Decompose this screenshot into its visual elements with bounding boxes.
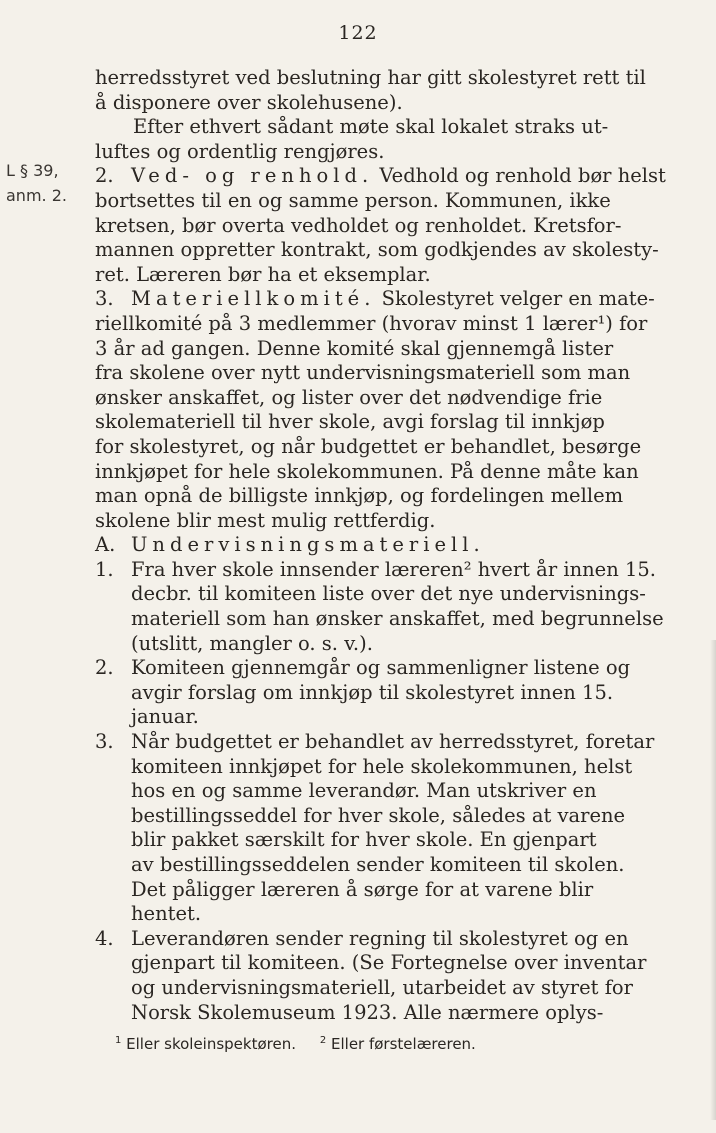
text-line: [95, 632, 705, 657]
text-line: [95, 730, 705, 755]
text-line: [95, 140, 705, 165]
line-text: avgir forslag om innkjøp til skolestyret innen 15.: [131, 680, 614, 704]
line-text: gjenpart til komiteen. (Se Fortegnelse over inventar: [131, 951, 647, 975]
line-text: for skolestyret, og når budgettet er behandlet, besørge: [95, 434, 642, 458]
page-edge-shadow: [710, 640, 716, 1120]
footnotes: [115, 1035, 705, 1053]
paragraph-number: 3.: [95, 730, 114, 754]
text-line: [95, 312, 705, 337]
text-line: [95, 558, 705, 583]
text-line: [95, 361, 705, 386]
line-text: bestillingsseddel for hver skole, således at varene: [131, 803, 626, 827]
text-line: [95, 533, 705, 558]
text-line: [95, 681, 705, 706]
footnote-mark: 1: [115, 1035, 122, 1046]
line-text: mannen oppretter kontrakt, som godkjendes av skolesty-: [95, 238, 659, 262]
text-line: [95, 164, 705, 189]
section-heading: Materiellkomité.: [131, 287, 376, 311]
line-text: 3 år ad gangen. Denne komité skal gjennemgå lister: [95, 336, 614, 360]
line-text: materiell som han ønsker anskaffet, med begrunnelse: [131, 607, 664, 631]
line-text: man opnå de billigste innkjøp, og fordelingen mellem: [95, 484, 624, 508]
margin-note-line: L § 39,: [6, 161, 59, 180]
text-line: [95, 214, 705, 239]
paragraph-number: 1.: [95, 557, 114, 581]
paragraph-number: 2.: [95, 164, 114, 188]
text-line: [95, 337, 705, 362]
text-line: [95, 607, 705, 632]
line-text: å disponere over skolehusene).: [95, 90, 403, 114]
section-heading: Undervisningsmateriell.: [131, 533, 485, 557]
text-line: [95, 804, 705, 829]
line-text: blir pakket særskilt for hver skole. En gjenpart: [131, 828, 597, 852]
section-heading: Ved- og renhold.: [131, 164, 374, 188]
line-text: Efter ethvert sådant møte skal lokalet straks ut-: [133, 115, 609, 139]
line-text: hentet.: [131, 902, 202, 926]
text-line: [95, 66, 705, 91]
line-text: kretsen, bør overta vedholdet og renholdet. Kretsfor-: [95, 213, 622, 237]
line-text: og undervisningsmateriell, utarbeidet av styret for: [131, 975, 633, 999]
line-text: Leverandøren sender regning til skolestyret og en: [131, 926, 629, 950]
paragraph-number: 3.: [95, 287, 114, 311]
line-text: Vedhold og renhold bør helst: [373, 164, 666, 188]
line-text: riellkomité på 3 medlemmer (hvorav minst 1 lærer¹) for: [95, 311, 648, 335]
line-text: av bestillingsseddelen sender komiteen til skolen.: [131, 853, 625, 876]
line-text: fra skolene over nytt undervisningsmateriell som man: [95, 361, 631, 385]
text-line: [95, 386, 705, 411]
body-text: [95, 66, 705, 1025]
text-line: [95, 976, 705, 1001]
text-line: [95, 656, 705, 681]
paragraph-number: A.: [95, 533, 116, 557]
text-line: [95, 460, 705, 485]
line-text: hos en og samme leverandør. Man utskriver en: [131, 779, 597, 803]
text-line: [95, 853, 705, 878]
text-line: [95, 779, 705, 804]
paragraph-number: 2.: [95, 656, 114, 680]
line-text: Skolestyret velger en mate-: [375, 287, 655, 311]
line-text: Komiteen gjennemgår og sammenligner listene og: [131, 656, 631, 680]
line-text: bortsettes til en og samme person. Kommunen, ikke: [95, 188, 611, 212]
text-line: [95, 878, 705, 903]
line-text: decbr. til komiteen liste over det nye undervisnings-: [131, 582, 646, 606]
text-line: [95, 509, 705, 534]
line-text: Norsk Skolemuseum 1923. Alle nærmere oplys-: [131, 1000, 604, 1024]
line-text: Fra hver skole innsender læreren² hvert år innen 15.: [131, 557, 656, 581]
paragraph-number: 4.: [95, 926, 114, 950]
line-text: ret. Læreren bør ha et eksemplar.: [95, 262, 431, 286]
line-text: skolemateriell til hver skole, avgi forslag til innkjøp: [95, 410, 605, 434]
text-line: [95, 582, 705, 607]
text-line: [95, 238, 705, 263]
text-line: [95, 755, 705, 780]
text-line: [95, 927, 705, 952]
text-line: [95, 828, 705, 853]
footnote-2: Eller førstelæreren.: [331, 1035, 476, 1053]
text-line: [95, 287, 705, 312]
line-text: Når budgettet er behandlet av herredsstyret, foretar: [131, 730, 655, 754]
line-text: innkjøpet for hele skolekommunen. På denne måte kan: [95, 459, 639, 483]
line-text: ønsker anskaffet, og lister over det nødvendige frie: [95, 385, 603, 409]
page-number: 122: [338, 22, 378, 44]
text-line: [95, 91, 705, 116]
text-line: [95, 410, 705, 435]
text-line: [95, 189, 705, 214]
text-line: [95, 1001, 705, 1026]
line-text: (utslitt, mangler o. s. v.).: [131, 631, 373, 655]
margin-note: [6, 158, 67, 208]
text-line: [95, 951, 705, 976]
line-text: herredsstyret ved beslutning har gitt skolestyret rett til: [95, 66, 646, 89]
text-line: [95, 902, 705, 927]
line-text: luftes og ordentlig rengjøres.: [95, 139, 385, 163]
text-line: [95, 263, 705, 288]
margin-note-line: anm. 2.: [6, 186, 67, 205]
line-text: komiteen innkjøpet for hele skolekommunen, helst: [131, 754, 633, 778]
text-line: [95, 484, 705, 509]
line-text: Det påligger læreren å sørge for at varene blir: [131, 877, 594, 901]
footnote-mark: 2: [319, 1035, 327, 1046]
text-line: [95, 705, 705, 730]
text-line: [95, 435, 705, 460]
line-text: januar.: [131, 705, 199, 729]
line-text: skolene blir mest mulig rettferdig.: [95, 508, 436, 532]
text-line: [95, 115, 705, 140]
footnote-1: Eller skoleinspektøren.: [126, 1035, 296, 1053]
